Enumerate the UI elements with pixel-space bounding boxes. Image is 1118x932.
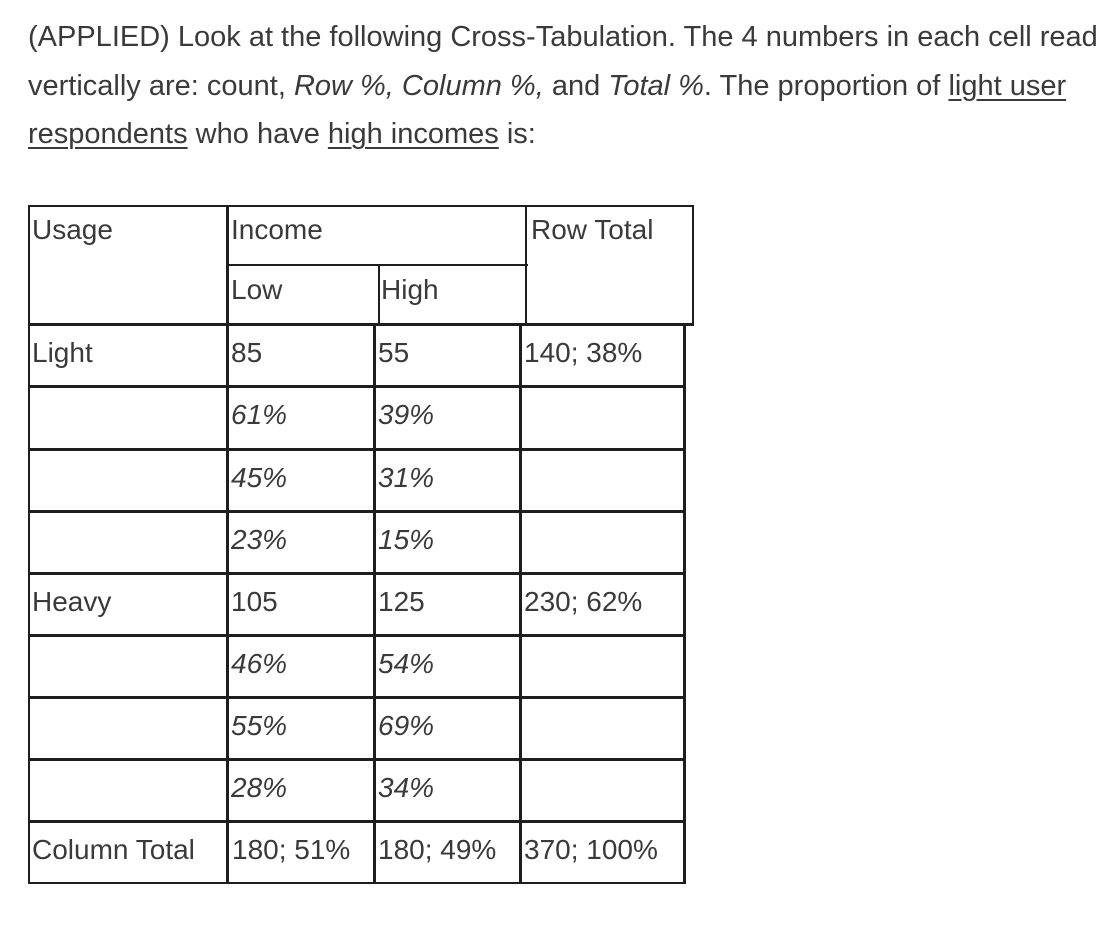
header-row-total: Row Total bbox=[531, 214, 654, 245]
cell-light-high-col-pct: 31% bbox=[378, 462, 435, 493]
header-high: High bbox=[381, 274, 439, 305]
question-and: and bbox=[543, 69, 609, 102]
question-suffix: is: bbox=[498, 118, 536, 150]
high-incomes-link[interactable]: high incomes bbox=[327, 118, 499, 150]
cell-heavy-low-col-pct: 55% bbox=[231, 710, 288, 741]
question-mid: . The proportion of bbox=[703, 69, 949, 102]
cell-heavy-high-col-pct: 69% bbox=[378, 710, 435, 741]
cell-heavy-high-total-pct: 34% bbox=[378, 772, 435, 803]
cell-light-row-total: 140; 38% bbox=[524, 337, 643, 368]
question-row-column-pct: Row %, Column %, bbox=[293, 69, 544, 102]
cell-heavy-low-row-pct: 46% bbox=[231, 648, 288, 679]
cell-light-low-row-pct: 61% bbox=[231, 399, 288, 430]
light-user-respondents-link[interactable]: light user respondents bbox=[28, 69, 1067, 150]
cell-light-low-count: 85 bbox=[231, 337, 263, 368]
question-who: who have bbox=[187, 118, 328, 150]
cell-light-high-row-pct: 39% bbox=[378, 399, 435, 430]
row-label-column-total: Column Total bbox=[32, 834, 195, 865]
cell-light-low-col-pct: 45% bbox=[231, 462, 288, 493]
cell-heavy-low-count: 105 bbox=[231, 586, 278, 617]
cell-light-low-total-pct: 23% bbox=[231, 524, 288, 555]
cell-heavy-row-total: 230; 62% bbox=[524, 586, 643, 617]
header-usage: Usage bbox=[32, 214, 113, 245]
question-prefix: (APPLIED) Look at the following Cross-Tabulation. The 4 numbers in each cell read vertically are: count, bbox=[28, 21, 1098, 102]
question-total-pct: Total % bbox=[608, 69, 704, 102]
cell-grand-total: 370; 100% bbox=[524, 834, 658, 865]
header-low: Low bbox=[231, 274, 283, 305]
row-label-heavy: Heavy bbox=[32, 586, 112, 617]
cell-column-total-high: 180; 49% bbox=[378, 834, 497, 865]
cell-heavy-low-total-pct: 28% bbox=[231, 772, 288, 803]
cell-heavy-high-row-pct: 54% bbox=[378, 648, 435, 679]
cell-light-high-total-pct: 15% bbox=[378, 524, 435, 555]
cell-heavy-high-count: 125 bbox=[378, 586, 425, 617]
row-label-light: Light bbox=[32, 337, 93, 368]
cell-column-total-low: 180; 51% bbox=[232, 834, 351, 865]
cell-light-high-count: 55 bbox=[378, 337, 410, 368]
header-income: Income bbox=[231, 214, 323, 245]
